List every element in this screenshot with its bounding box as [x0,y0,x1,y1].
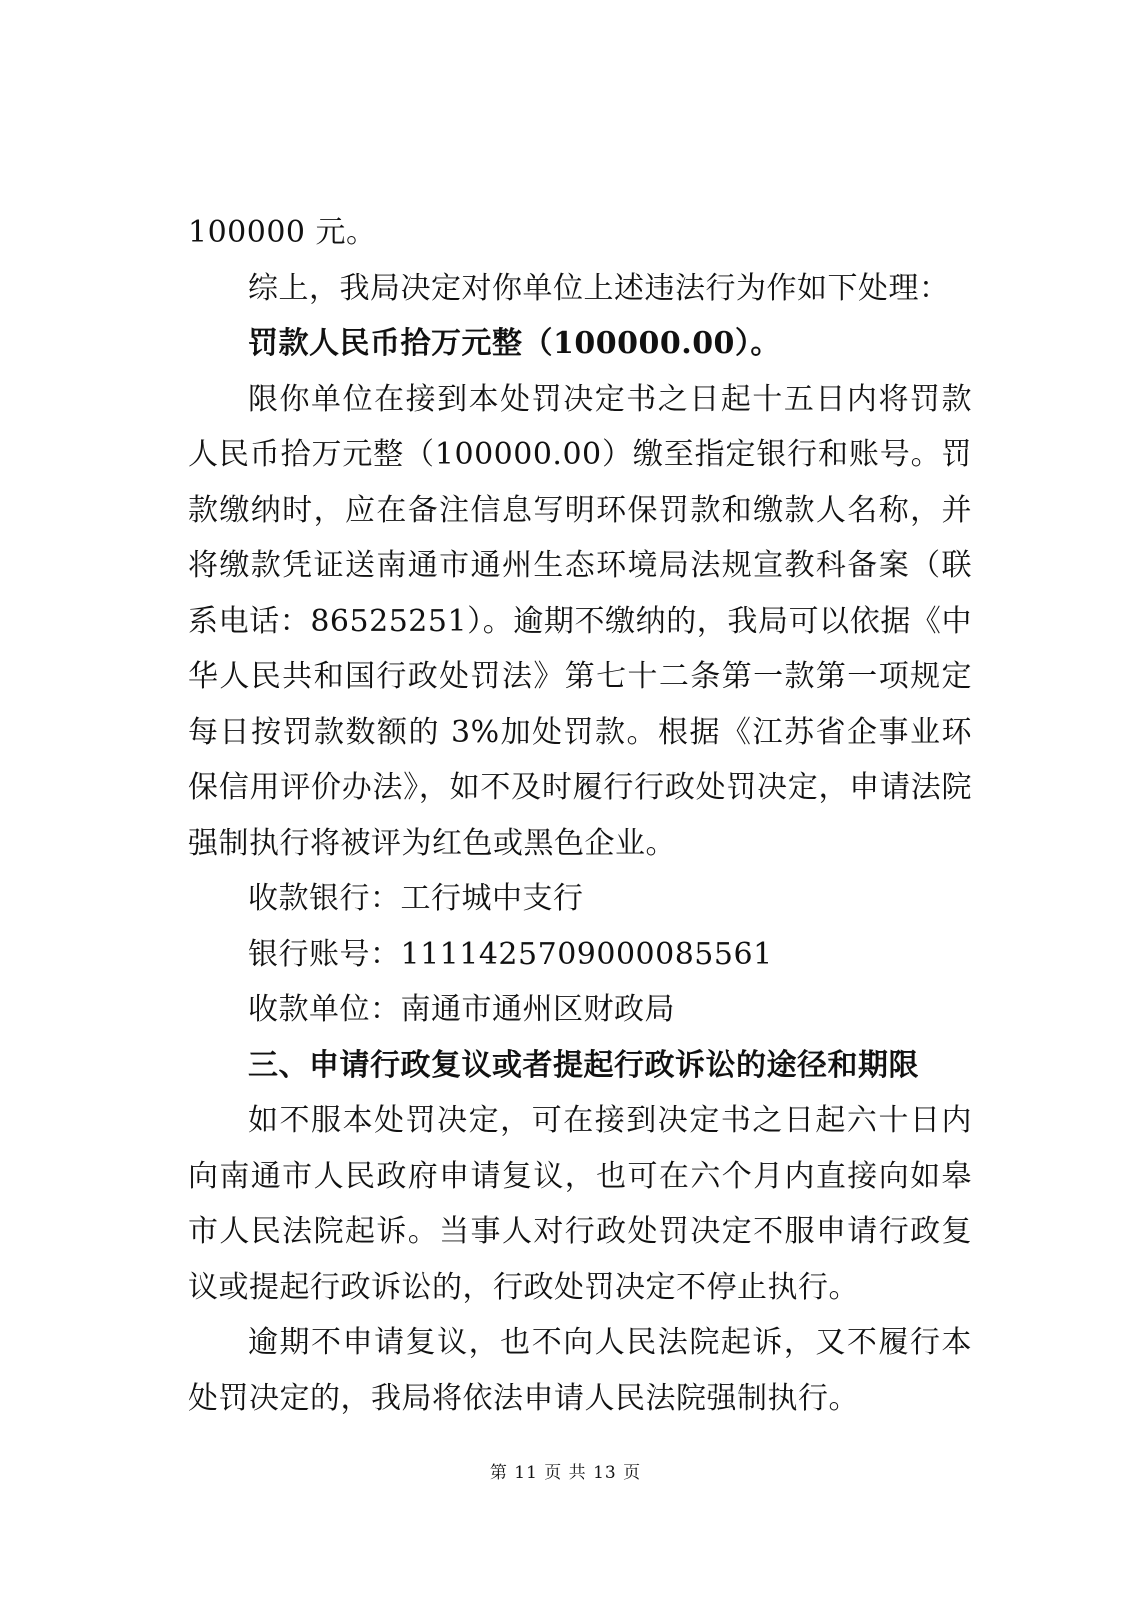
paragraph-decision-intro: 综上，我局决定对你单位上述违法行为作如下处理： [248,270,950,306]
section-heading-appeal: 三、申请行政复议或者提起行政诉讼的途径和期限 [248,1047,919,1083]
payment-bank: 收款银行：工行城中支行 [248,881,584,916]
paragraph-penalty-amount: 罚款人民币拾万元整（100000.00）。 [248,326,781,361]
payment-recipient: 收款单位：南通市通州区财政局 [248,992,675,1027]
page-number-footer: 第 11 页 共 13 页 [489,1463,642,1483]
paragraph-payment-terms: 限你单位在接到本处罚决定书之日起十五日内将罚款人民币拾万元整（100000.00）缴至指定银行和账号。罚款缴纳时，应在备注信息写明环保罚款和缴款人名称，并将缴款凭证送南通市通州生态环境局法规宣教科备案（联系电话：86525251）。逾期不缴纳的，我局可以依据《中华人民共和国行政处罚法》第七十二条第一款第一项规定每日按罚款数额的 3%加处罚款。根据《江苏省企事业环保信用评价办法》，如不及时履行行政处罚决定，申请法院强制执行将被评为红色或黑色企业。 [188,381,972,861]
payment-account-number: 银行账号：1111425709000085561 [248,936,773,972]
document-body [188,205,972,1426]
paragraph-appeal-rights: 如不服本处罚决定，可在接到决定书之日起六十日内向南通市人民政府申请复议，也可在六个月内直接向如皋市人民法院起诉。当事人对行政处罚决定不服申请行政复议或提起行政诉讼的，行政处罚决定不停止执行。 [188,1103,972,1305]
paragraph-amount-continuation: 100000 元。 [188,215,377,250]
paragraph-enforcement: 逾期不申请复议，也不向人民法院起诉，又不履行本处罚决定的，我局将依法申请人民法院强制执行。 [188,1325,972,1416]
